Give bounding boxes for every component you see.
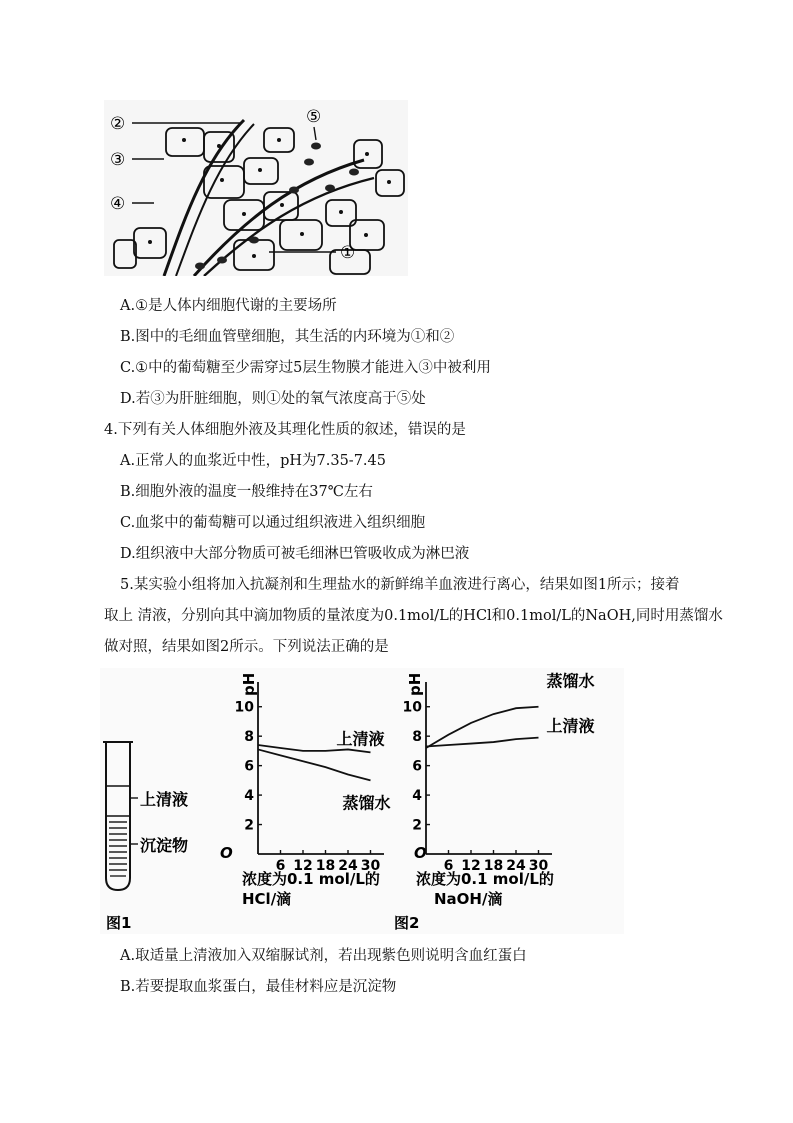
tube-label-supernatant: 上清液	[140, 790, 189, 809]
y-tick-label: 2	[412, 817, 422, 834]
label-1: ①	[340, 243, 356, 263]
q5-option-b: B.若要提取血浆蛋白，最佳材料应是沉淀物	[120, 979, 397, 995]
x-tick-label: 18	[315, 858, 336, 874]
q5-option-a: A.取适量上清液加入双缩脲试剂，若出现紫色则说明含血红蛋白	[120, 948, 527, 964]
q4-stem: 4.下列有关人体细胞外液及其理化性质的叙述，错误的是	[104, 422, 466, 438]
chart-hcl-xlabel-2: HCl/滴	[242, 890, 292, 908]
q3-option-c: C.①中的葡萄糖至少需穿过5层生物膜才能进入③中被利用	[120, 360, 491, 376]
series-label: 上清液	[546, 716, 595, 736]
x-tick-label: 30	[528, 858, 549, 874]
chart-hcl-origin: O	[220, 844, 233, 862]
y-tick-label: 8	[412, 729, 422, 746]
q5-stem-line-1: 5.某实验小组将加入抗凝剂和生理盐水的新鲜绵羊血液进行离心，结果如图1所示；接着	[120, 577, 680, 593]
x-tick-label: 18	[483, 858, 504, 874]
y-tick-label: 10	[234, 699, 254, 716]
y-tick-label: 2	[244, 817, 254, 834]
label-3: ③	[110, 150, 126, 170]
x-tick-label: 6	[275, 858, 286, 874]
x-tick-label: 30	[360, 858, 381, 874]
chart-hcl-ylabel: pH	[240, 672, 258, 696]
tube-label-sediment: 沉淀物	[140, 836, 189, 855]
y-tick-label: 4	[244, 788, 254, 805]
figure-1-2	[100, 668, 624, 934]
chart-naoh-xlabel-1: 浓度为0.1 mol/L的	[416, 870, 554, 888]
q5-stem-line-3: 做对照，结果如图2所示。下列说法正确的是	[104, 639, 389, 655]
y-tick-label: 4	[412, 788, 422, 805]
q3-option-d: D.若③为肝脏细胞，则①处的氧气浓度高于⑤处	[120, 391, 426, 407]
q3-option-a: A.①是人体内细胞代谢的主要场所	[120, 298, 337, 314]
y-tick-label: 6	[412, 758, 422, 775]
chart-naoh-xlabel-2: NaOH/滴	[434, 890, 503, 908]
figure-2-label: 图2	[394, 914, 420, 932]
x-tick-label: 24	[506, 858, 526, 874]
q3-option-b: B.图中的毛细血管壁细胞，其生活的内环境为①和②	[120, 329, 455, 345]
series-label: 上清液	[336, 729, 385, 749]
x-tick-label: 24	[338, 858, 358, 874]
q5-stem-line-2: 取上 清液，分别向其中滴加物质的量浓度为0.1mol/L的HCl和0.1mol/L的NaOH,同时用蒸馏水	[104, 608, 723, 624]
x-tick-label: 12	[461, 858, 481, 874]
figure-1-label: 图1	[106, 914, 132, 932]
tissue-diagram	[104, 100, 408, 276]
y-tick-label: 10	[402, 699, 422, 716]
y-tick-label: 8	[244, 729, 254, 746]
label-2: ②	[110, 114, 126, 134]
label-4: ④	[110, 194, 126, 214]
series-label: 蒸馏水	[546, 671, 595, 691]
x-tick-label: 12	[293, 858, 313, 874]
q4-option-c: C.血浆中的葡萄糖可以通过组织液进入组织细胞	[120, 515, 426, 531]
y-tick-label: 6	[244, 758, 254, 775]
q4-option-b: B.细胞外液的温度一般维持在37℃左右	[120, 484, 373, 500]
x-tick-label: 6	[443, 858, 454, 874]
series-label: 蒸馏水	[342, 793, 391, 813]
chart-naoh-origin: O	[414, 844, 427, 862]
chart-naoh-ylabel: pH	[406, 672, 424, 696]
chart-hcl-xlabel-1: 浓度为0.1 mol/L的	[242, 870, 380, 888]
q4-option-d: D.组织液中大部分物质可被毛细淋巴管吸收成为淋巴液	[120, 546, 470, 562]
label-5: ⑤	[306, 107, 322, 127]
q4-option-a: A.正常人的血浆近中性，pH为7.35-7.45	[120, 453, 386, 469]
